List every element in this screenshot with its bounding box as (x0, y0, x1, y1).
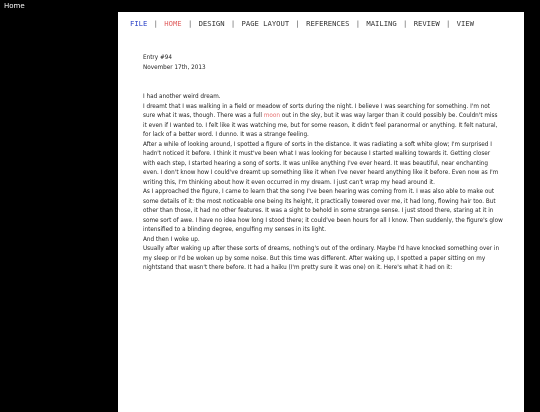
tab-separator: | (230, 19, 236, 28)
entry-paragraph-4: And then I woke up. (143, 236, 200, 243)
tab-mailing[interactable]: MAILING (366, 19, 397, 28)
entry-title: Entry #94 (143, 55, 172, 61)
entry-paragraph-1 (143, 103, 503, 141)
tab-review[interactable]: REVIEW (413, 19, 440, 28)
entry-paragraph-3: As I approached the figure, I came to learn that the song I've been hearing was coming from it. I was also able to make out some details of it: the most noticeable one being its height, it practically towered over me, it had long, flowing hair too. But other than those, it had no other features. It was a sight to behold in some strange sense. I just stood there, staring at it in some sort of awe. I have no idea how long I stood there; it could've been hours for all I know. Then suddenly, the figure's glow intensified to a blinding degree, engulfing my senses in its light. (143, 189, 503, 233)
tab-separator: | (355, 19, 361, 28)
tab-view[interactable]: VIEW (456, 19, 474, 28)
tab-page-layout[interactable]: PAGE LAYOUT (241, 19, 290, 28)
entry-paragraph-2: After a while of looking around, I spotted a figure of sorts in the distance. It was radiating a soft white glow; I'm surprised I hadn't noticed it before. I think it must've been what I was looking for because I started walking towards it. Getting closer with each step, I started hearing a song of sorts. It was unlike anything I've ever heard. It was beautiful, near enchanting even. I don't know how I could've dreamt up something like it when I've never heard anything like it before. Even now as I'm writing this, I'm thinking about how it even occurred in my dream. I just can't wrap my head around it. (143, 141, 499, 186)
tab-separator: | (187, 19, 193, 28)
paragraph-text: out in the sky, but it was way larger than it could possibly be. Couldn't miss it even if I wanted to. I felt like it was watching me, but for some reason, it didn't feel paranormal or anything. It felt natural, for lack of a better word. I dunno. It was a strange feeling. (143, 113, 498, 138)
tab-separator: | (153, 19, 158, 28)
tab-file[interactable]: FILE (130, 19, 148, 28)
paragraph-text: I dreamt that I was walking in a field or meadow of sorts during the night. I believe I was searching for something. I'm not sure what it was, though. There was a full (143, 103, 490, 119)
entry-paragraph-5: Usually after waking up after these sorts of dreams, nothing's out of the ordinary. Maybe I'd have knocked something over in my sleep or I'd be woken up by some noise. But this time was different. After waking up, I spotted a paper sitting on my nightstand that wasn't there before. It had a haiku (I'm pretty sure it was one) on it. Here's what it had on it: (143, 246, 500, 271)
home-link[interactable]: Home (4, 2, 25, 10)
document-body (143, 54, 503, 274)
entry-intro: I had another weird dream. (143, 94, 221, 100)
tab-separator: | (445, 19, 451, 28)
tab-separator: | (403, 19, 408, 28)
tab-home[interactable]: HOME (164, 19, 182, 28)
entry-header (143, 54, 503, 73)
highlighted-word: moon (263, 113, 280, 119)
ribbon-menu (130, 19, 474, 28)
tab-separator: | (295, 19, 300, 28)
entry-date: November 17th, 2013 (143, 64, 206, 71)
tab-design[interactable]: DESIGN (198, 19, 225, 28)
tab-references[interactable]: REFERENCES (306, 19, 350, 28)
document-page (118, 12, 524, 412)
